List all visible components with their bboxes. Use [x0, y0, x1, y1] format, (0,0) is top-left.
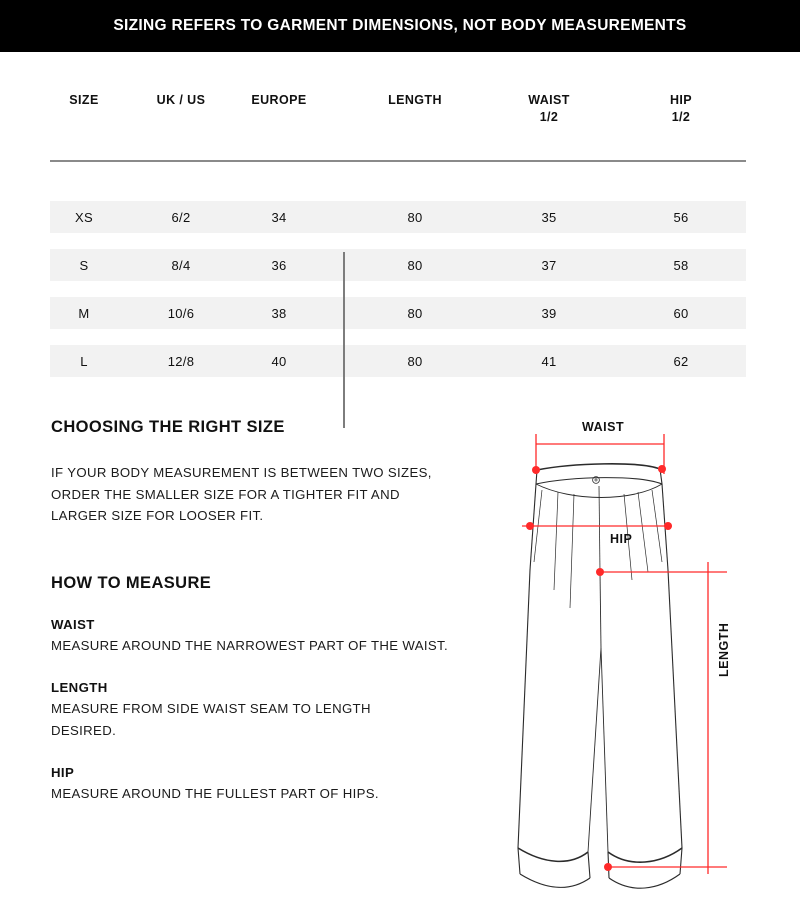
table-row: [50, 297, 746, 329]
cell-waist: 35: [541, 209, 557, 225]
cell-europe: 38: [271, 305, 287, 321]
cell-europe: 40: [271, 353, 287, 369]
measure-term-waist: WAIST: [51, 616, 95, 632]
header-divider-rule: [50, 160, 746, 162]
measure-desc-waist: MEASURE AROUND THE NARROWEST PART OF THE WAIST.: [51, 637, 448, 653]
header-banner: [0, 0, 800, 52]
how-to-measure-title: HOW TO MEASURE: [51, 573, 212, 592]
table-row: [50, 249, 746, 281]
diagram-label-waist: WAIST: [582, 420, 625, 434]
point-length-top: [596, 568, 604, 576]
measure-desc-length-line-2: DESIRED.: [51, 722, 117, 738]
table-row: [50, 345, 746, 377]
size-table: [0, 52, 800, 392]
banner-title: SIZING REFERS TO GARMENT DIMENSIONS, NOT BODY MEASUREMENTS: [113, 17, 687, 34]
diagram-label-hip: HIP: [610, 532, 633, 546]
column-header-size: SIZE: [69, 93, 99, 107]
column-header-hip-sub: 1/2: [671, 110, 691, 124]
cell-uk-us: 10/6: [167, 305, 195, 321]
column-header-hip: HIP 1/2: [636, 92, 726, 126]
choosing-line-1: IF YOUR BODY MEASUREMENT IS BETWEEN TWO SIZES,: [51, 465, 432, 480]
cell-waist: 37: [541, 257, 557, 273]
point-hip-right: [664, 522, 672, 530]
cell-hip: 58: [673, 257, 689, 273]
cell-size: S: [79, 257, 89, 273]
cell-hip: 62: [673, 353, 689, 369]
measure-item-length: [51, 678, 511, 741]
column-header-length: LENGTH: [388, 93, 442, 107]
column-header-waist-sub: 1/2: [539, 110, 559, 124]
cell-length: 80: [407, 353, 423, 369]
cell-size: XS: [75, 209, 93, 225]
cell-uk-us: 6/2: [171, 209, 191, 225]
trouser-measurement-diagram: [512, 412, 800, 914]
measure-term-hip: HIP: [51, 765, 75, 780]
cell-length: 80: [407, 305, 423, 321]
info-column: [51, 418, 511, 805]
cell-hip: 60: [673, 305, 689, 321]
choosing-title: CHOOSING THE RIGHT SIZE: [51, 418, 285, 436]
cell-uk-us: 8/4: [171, 257, 191, 273]
choosing-body: [51, 462, 511, 527]
table-header-row: [50, 92, 746, 142]
cell-length: 80: [407, 209, 423, 225]
measure-item-hip: [51, 763, 511, 805]
point-hip-left: [526, 522, 534, 530]
column-header-waist: WAIST 1/2: [504, 92, 594, 126]
table-vertical-divider: [343, 252, 345, 428]
point-length-bottom: [604, 863, 612, 871]
cell-europe: 34: [271, 209, 287, 225]
garment-outline: [518, 464, 682, 888]
cell-hip: 56: [673, 209, 689, 225]
measure-desc-hip: MEASURE AROUND THE FULLEST PART OF HIPS.: [51, 786, 379, 801]
table-body: [50, 201, 746, 393]
cell-size: M: [78, 305, 90, 321]
measure-desc-length-line-1: MEASURE FROM SIDE WAIST SEAM TO LENGTH: [51, 701, 371, 716]
cell-europe: 36: [271, 257, 287, 273]
cell-waist: 41: [541, 353, 557, 369]
cell-size: L: [80, 353, 88, 369]
cell-length: 80: [407, 257, 423, 273]
cell-waist: 39: [541, 305, 557, 321]
cell-uk-us: 12/8: [167, 353, 195, 369]
diagram-label-length: LENGTH: [717, 622, 731, 677]
point-waist-left: [532, 466, 540, 474]
trouser-illustration: [512, 412, 800, 914]
choosing-line-2: ORDER THE SMALLER SIZE FOR A TIGHTER FIT AND: [51, 486, 400, 502]
choosing-line-3: LARGER SIZE FOR LOOSER FIT.: [51, 508, 264, 523]
table-row: [50, 201, 746, 233]
column-header-uk-us: UK / US: [156, 93, 206, 107]
measure-item-waist: [51, 615, 511, 657]
column-header-europe: EUROPE: [251, 93, 307, 107]
point-waist-right: [658, 465, 666, 473]
measure-term-length: LENGTH: [51, 680, 108, 695]
